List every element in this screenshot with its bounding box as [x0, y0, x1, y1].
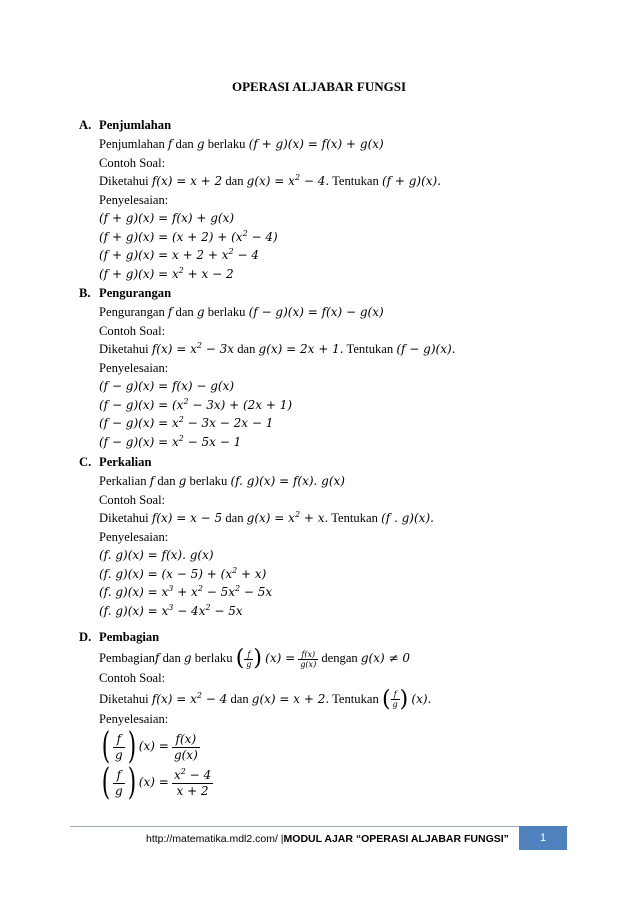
solution-step: $(f + g)(x) = (x + 2) + (x^2 - 4)$: [99, 228, 278, 244]
section-title: Penjumlahan: [99, 118, 172, 132]
definition-and: dan: [175, 305, 194, 319]
definition-suffix: berlaku: [207, 137, 246, 151]
solution-step: (f − g)(x) = f(x) − g(x): [99, 379, 235, 393]
section-heading: [79, 628, 599, 647]
solution-label: Penyelesaian:: [99, 360, 169, 375]
solution-step: $(f + g)(x) = x^2 + x - 2$: [99, 265, 234, 281]
example-label: Contoh Soal:: [99, 155, 166, 170]
section-heading: [79, 116, 599, 135]
section-heading: [79, 284, 599, 303]
definition-suffix: berlaku: [207, 305, 246, 319]
task-label: Tentukan: [332, 174, 379, 188]
definition-formula: (f − g)(x) = f(x) − g(x): [248, 305, 384, 319]
section-letter: A.: [79, 118, 92, 132]
page-number: 1: [519, 826, 567, 850]
given-line: [99, 340, 599, 359]
section-pembagian: [79, 628, 599, 804]
definition-f: f: [154, 651, 160, 665]
given-f: $f(x) = x^2 - 3x$: [151, 341, 235, 356]
given-f: $f(x) = x^2 - 4$: [151, 690, 228, 706]
definition-line: Perkalian f dan g berlaku (f. g)(x) = f(x). g(x): [99, 474, 345, 488]
solution-step: (f. $g)(x) = x^3 - 4x^2 - 5x$: [99, 602, 243, 618]
solution-step: (f + g)(x) = f(x) + g(x): [99, 211, 235, 225]
given-label: Diketahui: [99, 511, 149, 525]
definition-fraction-fxgx: $\frac{f(x)}{g(x)}$: [300, 649, 317, 669]
section-pengurangan: [79, 284, 599, 451]
definition-x-eq: (x) =: [265, 651, 296, 665]
section-title: Pengurangan: [99, 286, 172, 300]
definition-prefix: Pembagian: [99, 651, 155, 665]
definition-and: dan: [157, 474, 176, 488]
example-label: Contoh Soal:: [99, 492, 166, 507]
section-penjumlahan: [79, 116, 599, 283]
given-and: dan: [225, 174, 244, 188]
given-g: $g(x) = x^2 - 4$.: [246, 173, 330, 188]
condition-label: dengan: [321, 651, 358, 665]
example-label: Contoh Soal:: [99, 671, 166, 685]
task-fraction-fg: $\frac{f}{g}$: [392, 690, 398, 710]
task-target: (f . g)(x).: [381, 511, 434, 525]
footer-module-title: MODUL AJAR “OPERASI ALJABAR FUNGSI”: [283, 833, 509, 845]
footer-divider: [70, 826, 568, 827]
given-label: Diketahui: [99, 691, 149, 706]
given-label: Diketahui: [99, 342, 149, 356]
given-f: f(x) = x + 2: [151, 174, 223, 188]
definition-line: Pembagianf dan g berlaku ( $\frac{f}{g}$ ) (x) = $\frac{f(x)}{g(x)}$ dengan g(x) ≠ 0: [99, 646, 411, 672]
section-letter: D.: [79, 630, 92, 644]
given-g: g(x) = 2x + 1.: [258, 342, 344, 356]
solution-label: Penyelesaian:: [99, 529, 169, 544]
solution-step: (f. $g)(x) = (x - 5) + (x^2 + x)$: [99, 565, 267, 581]
document-title: OPERASI ALJABAR FUNGSI: [231, 79, 407, 94]
definition-and: dan: [162, 651, 181, 665]
solution-step: $(f + g)(x) = x + 2 + x^2 - 4$: [99, 247, 259, 262]
solution-step: ( $\frac{f}{g}$ ) (x) = $\frac{f(x)}{g(x)}$: [101, 726, 198, 768]
given-and: dan: [237, 342, 256, 356]
footer-url: http://matematika.mdl2.com/ |: [146, 833, 284, 845]
section-title: Pembagian: [99, 630, 160, 644]
section-perkalian: [79, 453, 599, 620]
definition-prefix: Pengurangan: [99, 305, 165, 319]
section-title: Perkalian: [99, 455, 152, 469]
given-f: f(x) = x − 5: [151, 511, 223, 525]
solution-label: Penyelesaian:: [99, 192, 169, 207]
definition-and: dan: [175, 137, 194, 151]
given-line: [99, 509, 599, 528]
given-and: dan: [230, 691, 249, 706]
task-target: (f + g)(x).: [381, 174, 442, 188]
solution-step: (f. g)(x) = f(x). g(x): [99, 548, 214, 562]
section-letter: C.: [79, 455, 92, 469]
definition-prefix: Perkalian: [99, 474, 147, 488]
task-label: Tentukan: [332, 691, 379, 706]
solution-label: Penyelesaian:: [99, 711, 169, 726]
definition-formula: (f. g)(x) = f(x). g(x): [230, 474, 345, 488]
given-g: g(x) = x + 2.: [251, 691, 330, 706]
given-label: Diketahui: [99, 174, 149, 188]
task-target: (f − g)(x).: [396, 342, 456, 356]
definition-line: Pengurangan f dan g berlaku (f − g)(x) = f(x) − g(x): [99, 305, 384, 319]
given-line: Diketahui $f(x) = x^2 - 4$ dan g(x) = x + 2. Tentukan ( $\frac{f}{g}$ ) (x).: [99, 686, 432, 712]
solution-step: $(f - g)(x) = x^2 - 3x - 2x - 1$: [99, 415, 274, 430]
condition-formula: g(x) ≠ 0: [360, 651, 411, 665]
definition-fraction-fg: $\frac{f}{g}$: [246, 649, 252, 669]
definition-line: Penjumlahan f dan g berlaku (f + g)(x) = f(x) + g(x): [99, 137, 384, 151]
definition-suffix: berlaku: [189, 474, 228, 488]
section-letter: B.: [79, 286, 91, 300]
given-and: dan: [225, 511, 244, 525]
given-g: $g(x) = x^2 + x$.: [246, 510, 329, 525]
task-label: Tentukan: [346, 342, 394, 356]
given-line: [99, 172, 599, 191]
example-label: Contoh Soal:: [99, 323, 166, 338]
solution-step: ( $\frac{f}{g}$ ) (x) = $\frac{x^2 - 4}{x + 2}$: [101, 762, 212, 804]
task-label: Tentukan: [331, 511, 378, 525]
solution-step: $(f - g)(x) = (x^2 - 3x) + (2x + 1)$: [99, 396, 293, 412]
section-heading: [79, 453, 599, 472]
definition-suffix: berlaku: [194, 651, 233, 665]
footer-text: [146, 829, 509, 849]
definition-g: g: [183, 651, 192, 665]
solution-step: (f. $g)(x) = x^3 + x^2 - 5x^2 - 5x$: [99, 584, 273, 599]
definition-formula: (f + g)(x) = f(x) + g(x): [248, 137, 384, 151]
solution-step: $(f - g)(x) = x^2 - 5x - 1$: [99, 433, 242, 449]
task-target: (x).: [411, 691, 432, 706]
definition-prefix: Penjumlahan: [99, 137, 165, 151]
